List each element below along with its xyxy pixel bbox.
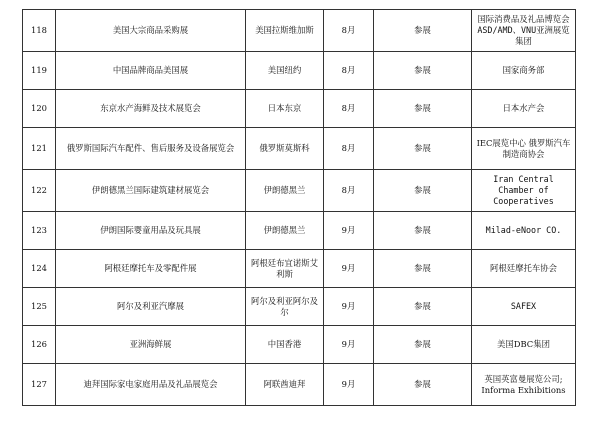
participation-type: 参展 [374, 90, 472, 128]
exhibition-month: 9月 [324, 326, 374, 364]
row-number: 120 [23, 90, 56, 128]
exhibition-location: 伊朗德黑兰 [246, 170, 324, 212]
table-row [23, 52, 576, 90]
participation-type: 参展 [374, 364, 472, 406]
exhibition-location: 俄罗斯莫斯科 [246, 128, 324, 170]
exhibition-month: 8月 [324, 52, 374, 90]
row-number: 126 [23, 326, 56, 364]
row-number: 122 [23, 170, 56, 212]
organizer: Milad-eNoor CO. [472, 212, 576, 250]
row-number: 127 [23, 364, 56, 406]
exhibition-month: 9月 [324, 250, 374, 288]
table-row [23, 128, 576, 170]
table-row [23, 364, 576, 406]
exhibition-location: 阿联酋迪拜 [246, 364, 324, 406]
exhibition-month: 9月 [324, 364, 374, 406]
table-row [23, 90, 576, 128]
exhibition-name: 阿根廷摩托车及零配件展 [56, 250, 246, 288]
participation-type: 参展 [374, 288, 472, 326]
table-row [23, 326, 576, 364]
exhibition-table [22, 9, 576, 406]
table-row [23, 288, 576, 326]
organizer: IEC展览中心 俄罗斯汽车制造商协会 [472, 128, 576, 170]
organizer: 国家商务部 [472, 52, 576, 90]
organizer: 日本水产会 [472, 90, 576, 128]
row-number: 124 [23, 250, 56, 288]
participation-type: 参展 [374, 250, 472, 288]
organizer: SAFEX [472, 288, 576, 326]
row-number: 125 [23, 288, 56, 326]
exhibition-month: 8月 [324, 128, 374, 170]
participation-type: 参展 [374, 170, 472, 212]
participation-type: 参展 [374, 212, 472, 250]
exhibition-name: 东京水产海鲜及技术展览会 [56, 90, 246, 128]
organizer: 国际消费品及礼品博览会 ASD/AMD、VNU亚洲展览集团 [472, 10, 576, 52]
participation-type: 参展 [374, 10, 472, 52]
table-row [23, 250, 576, 288]
table-row [23, 10, 576, 52]
exhibition-month: 8月 [324, 90, 374, 128]
exhibition-location: 中国香港 [246, 326, 324, 364]
exhibition-location: 伊朗德黑兰 [246, 212, 324, 250]
exhibition-month: 8月 [324, 170, 374, 212]
exhibition-month: 9月 [324, 288, 374, 326]
participation-type: 参展 [374, 326, 472, 364]
exhibition-name: 伊朗国际婴童用品及玩具展 [56, 212, 246, 250]
exhibition-location: 阿根廷布宜诺斯艾利斯 [246, 250, 324, 288]
organizer: 阿根廷摩托车协会 [472, 250, 576, 288]
row-number: 123 [23, 212, 56, 250]
exhibition-name: 俄罗斯国际汽车配件、售后服务及设备展览会 [56, 128, 246, 170]
exhibition-location: 美国拉斯维加斯 [246, 10, 324, 52]
table-row [23, 212, 576, 250]
exhibition-name: 伊朗德黑兰国际建筑建材展览会 [56, 170, 246, 212]
row-number: 121 [23, 128, 56, 170]
participation-type: 参展 [374, 128, 472, 170]
row-number: 118 [23, 10, 56, 52]
exhibition-name: 迪拜国际家电家庭用品及礼品展览会 [56, 364, 246, 406]
exhibition-name: 中国品牌商品美国展 [56, 52, 246, 90]
exhibition-location: 阿尔及利亚阿尔及尔 [246, 288, 324, 326]
organizer: 英国英富曼展览公司; Informa Exhibitions [472, 364, 576, 406]
organizer: 美国DBC集团 [472, 326, 576, 364]
participation-type: 参展 [374, 52, 472, 90]
exhibition-name: 亚洲海鲜展 [56, 326, 246, 364]
exhibition-month: 9月 [324, 212, 374, 250]
exhibition-month: 8月 [324, 10, 374, 52]
exhibition-name: 阿尔及利亚汽摩展 [56, 288, 246, 326]
table-row [23, 170, 576, 212]
exhibition-name: 美国大宗商品采购展 [56, 10, 246, 52]
row-number: 119 [23, 52, 56, 90]
exhibition-location: 日本东京 [246, 90, 324, 128]
exhibition-location: 美国纽约 [246, 52, 324, 90]
organizer: Iran Central Chamber of Cooperatives [472, 170, 576, 212]
